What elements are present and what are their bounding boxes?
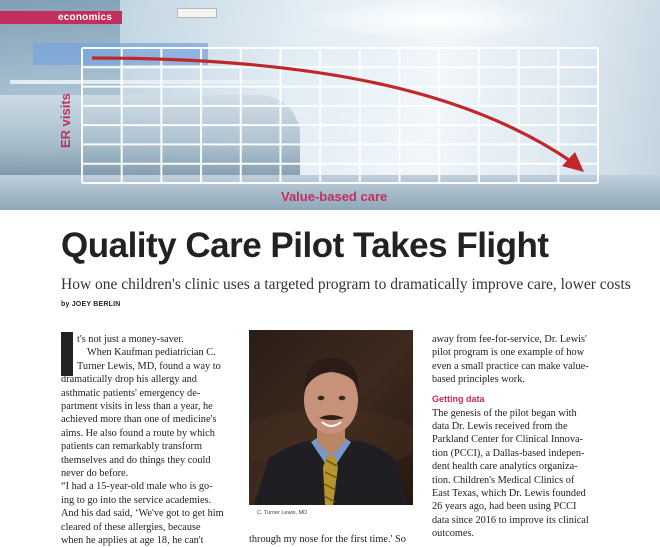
text-line: aims. He also found a route by which [61,427,215,439]
text-line: even a small practice can make value- [432,360,589,372]
deck: How one children's clinic uses a targeted program to dramatically improve care, lower costs [61,276,631,293]
article-column-2 [249,533,419,546]
column-3-body [432,407,607,541]
section-tag[interactable]: economics [0,11,122,24]
x-axis-label: Value-based care [281,189,388,204]
er-visits-chart [0,0,660,210]
text-line: pilot program is one example of how [432,347,585,359]
photo-caption: C. Turner Lewis, MD [257,510,308,516]
portrait-photo [249,330,413,505]
text-line: Parkland Center for Clinical Innova- [432,434,583,446]
trend-arrow [92,58,572,162]
text-line: “I had a 15-year-old male who is go- [61,481,213,493]
hero-image [0,0,660,210]
text-line: achieved more than one of medicine's [61,414,217,426]
text-line: ing to go into the service academies. [61,494,212,506]
text-line: never do before. [61,468,129,480]
column-3-intro [432,333,607,387]
article-column-1 [61,333,241,547]
byline: by JOEY BERLIN [61,301,121,308]
headline: Quality Care Pilot Takes Flight [61,226,549,265]
text-line: tion. Children's Medical Clinics of [432,474,575,486]
text-line: themselves and do things they could [61,454,211,466]
text-line: The genesis of the pilot began with [432,407,577,419]
text-line: asthmatic patients' emergency de- [61,387,201,399]
text-line: cleared of these allergies, because [61,521,201,533]
text-line: dent health care analytics organiza- [432,461,578,473]
portrait-illustration [249,330,413,505]
text-line: away from fee-for-service, Dr. Lewis' [432,334,587,345]
subhead-getting-data: Getting data [432,393,485,404]
text-line: outcomes. [432,528,475,540]
text-line: t's not just a money-saver. [77,334,184,345]
arrowhead-icon [562,152,584,172]
text-line: data since 2016 to improve its clinical [432,514,589,526]
text-line: when he applies at age 18, he can't [61,535,204,547]
text-line: based principles work. [432,374,525,386]
text-line: East Texas, which Dr. Lewis founded [432,488,586,500]
text-line: through my nose for the first time.' So [249,534,406,545]
chart-grid [82,48,598,183]
text-line: tion (PCCI), a Dallas-based indepen- [432,447,585,459]
text-line: data Dr. Lewis received from the [432,421,568,433]
y-axis-label: ER visits [58,93,73,148]
text-line: Turner Lewis, MD, found a way to [77,360,221,372]
article-column-3 [432,333,607,541]
text-line: When Kaufman pediatrician C. [87,347,216,359]
text-line: 26 years ago, had been using PCCI [432,501,577,513]
text-line: patients can remarkably transform [61,441,202,453]
text-line: And his dad said, ‘We've got to get him [61,508,224,520]
text-line: dramatically drop his allergy and [61,374,197,386]
text-line: partment visits in less than a year, he [61,401,213,413]
